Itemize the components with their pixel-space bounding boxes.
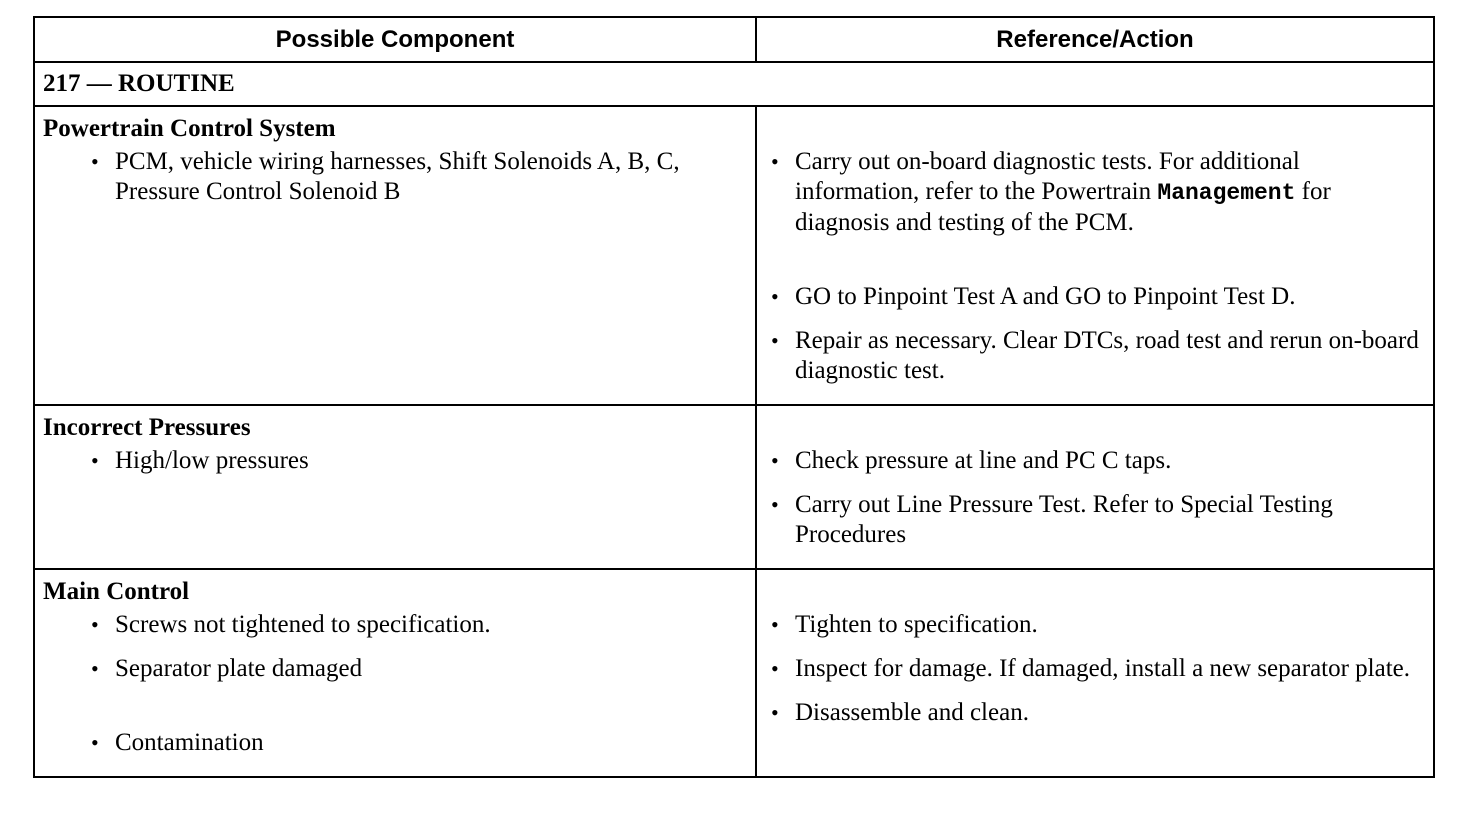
action-list [757, 610, 1433, 728]
list-item [35, 728, 755, 758]
component-list [35, 147, 755, 207]
action-text-mono: Management [1157, 180, 1296, 206]
list-item [757, 698, 1433, 728]
bullet-icon: • [771, 700, 779, 725]
group-title: Incorrect Pressures [43, 414, 251, 441]
action-text: Inspect for damage. If damaged, install a new separator plate. [795, 655, 1411, 682]
spacer [757, 107, 1433, 143]
bullet-icon: • [91, 149, 99, 174]
list-item [35, 147, 755, 207]
action-text: Tighten to specification. [795, 611, 1038, 638]
list-item [757, 490, 1433, 550]
spacer [757, 406, 1433, 442]
component-text: Screws not tightened to specification. [115, 611, 491, 638]
header-reference-action: Reference/Action [756, 17, 1434, 62]
table-header-row [34, 17, 1434, 62]
list-item [35, 610, 755, 640]
group-title: Main Control [43, 578, 190, 605]
action-text: Repair as necessary. Clear DTCs, road test and rerun on-board diagnostic test. [795, 327, 1419, 384]
list-item [35, 446, 755, 476]
list-item [757, 446, 1433, 476]
action-text: for diagnosis and testing of the PCM. [795, 178, 1331, 236]
routine-row [34, 62, 1434, 106]
bullet-icon: • [771, 492, 779, 517]
routine-label: 217 — ROUTINE [34, 62, 1434, 106]
bullet-icon: • [91, 448, 99, 473]
group-title: Powertrain Control System [43, 115, 336, 142]
bullet-icon: • [771, 149, 779, 174]
bullet-icon: • [771, 448, 779, 473]
bullet-icon: • [771, 328, 779, 353]
action-cell [756, 569, 1434, 777]
component-list [35, 610, 755, 758]
group-row-powertrain [34, 106, 1434, 405]
bullet-icon: • [771, 656, 779, 681]
list-item [757, 147, 1433, 238]
action-list [757, 147, 1433, 386]
component-text: Separator plate damaged [115, 655, 363, 682]
action-list [757, 446, 1433, 550]
component-text: Contamination [115, 729, 264, 756]
component-text: High/low pressures [115, 447, 309, 474]
action-cell [756, 405, 1434, 569]
bullet-icon: • [91, 656, 99, 681]
bullet-icon: • [771, 284, 779, 309]
header-possible-component: Possible Component [34, 17, 756, 62]
list-item [757, 610, 1433, 640]
group-row-pressures [34, 405, 1434, 569]
component-list [35, 446, 755, 476]
bullet-icon: • [91, 730, 99, 755]
spacer [757, 570, 1433, 606]
list-item [757, 282, 1433, 312]
list-item [35, 654, 755, 684]
action-text: Carry out Line Pressure Test. Refer to Special Testing Procedures [795, 491, 1333, 548]
component-text: PCM, vehicle wiring harnesses, Shift Solenoids A, B, C, Pressure Control Solenoid B [115, 148, 680, 205]
list-item [757, 326, 1433, 386]
group-row-main-control [34, 569, 1434, 777]
bullet-icon: • [91, 612, 99, 637]
action-text: GO to Pinpoint Test A and GO to Pinpoint Test D. [795, 283, 1296, 310]
component-cell [34, 106, 756, 405]
action-text: Disassemble and clean. [795, 699, 1029, 726]
action-text: Check pressure at line and PC C taps. [795, 447, 1172, 474]
bullet-icon: • [771, 612, 779, 637]
component-cell [34, 405, 756, 569]
component-cell [34, 569, 756, 777]
list-item [757, 654, 1433, 684]
action-cell [756, 106, 1434, 405]
action-text: Carry out on-board diagnostic tests. For additional information, refer to the Powertrain [795, 148, 1300, 205]
diagnosis-table [33, 16, 1435, 778]
